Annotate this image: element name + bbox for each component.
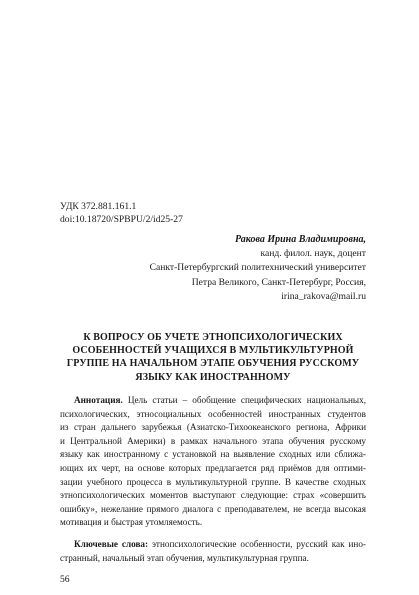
doi: doi:10.18720/SPBPU/2/id25-27 [60, 214, 183, 225]
abstract [60, 394, 366, 530]
abstract-line: ошибку», нежелание прямого диалога с преподавателем, не всегда высокая [60, 503, 366, 514]
author-name: Ракова Ирина Владимировна, [235, 234, 366, 245]
author-degree: канд. филол. наук, доцент [260, 248, 366, 260]
abstract-line [60, 394, 366, 408]
author-affiliation-line-2: Петра Великого, Санкт-Петербург, Россия, [191, 276, 366, 288]
title-line: ОСОБЕННОСТЕЙ УЧАЩИХСЯ В МУЛЬТИКУЛЬТУРНОЙ [72, 345, 354, 357]
abstract-line: языку как иностранному с установкой на выявление сходных или сближа- [60, 449, 366, 460]
keywords-line: странный, начальный этап обучения, мультикультурная группа. [60, 552, 309, 563]
abstract-line: ющих их черт, на основе которых предлагается ряд приёмов для оптими- [60, 462, 366, 473]
keywords-first-line: этнопсихологические особенности, русский как ино- [148, 539, 366, 549]
page-number: 56 [60, 574, 70, 585]
abstract-line: зации учебного процесса в мультикультурной группе. В качестве сходных [60, 476, 366, 487]
title-line: ЯЗЫКУ КАК ИНОСТРАННОМУ [135, 371, 291, 383]
author-affiliation-line-1: Санкт-Петербургский политехнический университет [149, 262, 366, 274]
abstract-line: этнопсихологических моментов выступают следующие: страх «совершить [60, 490, 366, 501]
abstract-line: мотивация и быстрая утомляемость. [60, 517, 203, 528]
abstract-label: Аннотация. [74, 395, 123, 405]
title-line: ГРУППЕ НА НАЧАЛЬНОМ ЭТАПЕ ОБУЧЕНИЯ РУССКОМУ [66, 358, 360, 370]
title-line: К ВОПРОСУ ОБ УЧЕТЕ ЭТНОПСИХОЛОГИЧЕСКИХ [83, 332, 343, 343]
abstract-line: и Центральной Америки) в рамках начального этапа обучения русскому [60, 435, 366, 446]
abstract-line: из стран дальнего зарубежья (Азиатско-Тихоокеанского региона, Африки [60, 422, 366, 433]
abstract-line: психологических, этносоциальных особенностей иностранных студентов [60, 408, 366, 419]
keywords [60, 538, 366, 565]
abstract-first-line: Цель статьи – обобщение специфических национальных, [122, 395, 366, 405]
keywords-label: Ключевые слова: [74, 539, 149, 549]
article-meta [60, 200, 183, 226]
article-title [60, 331, 366, 384]
keywords-line [60, 538, 366, 552]
author-email: irina_rakova@mail.ru [281, 290, 366, 302]
author-block [150, 233, 366, 304]
udk-code: УДК 372.881.161.1 [60, 201, 137, 212]
